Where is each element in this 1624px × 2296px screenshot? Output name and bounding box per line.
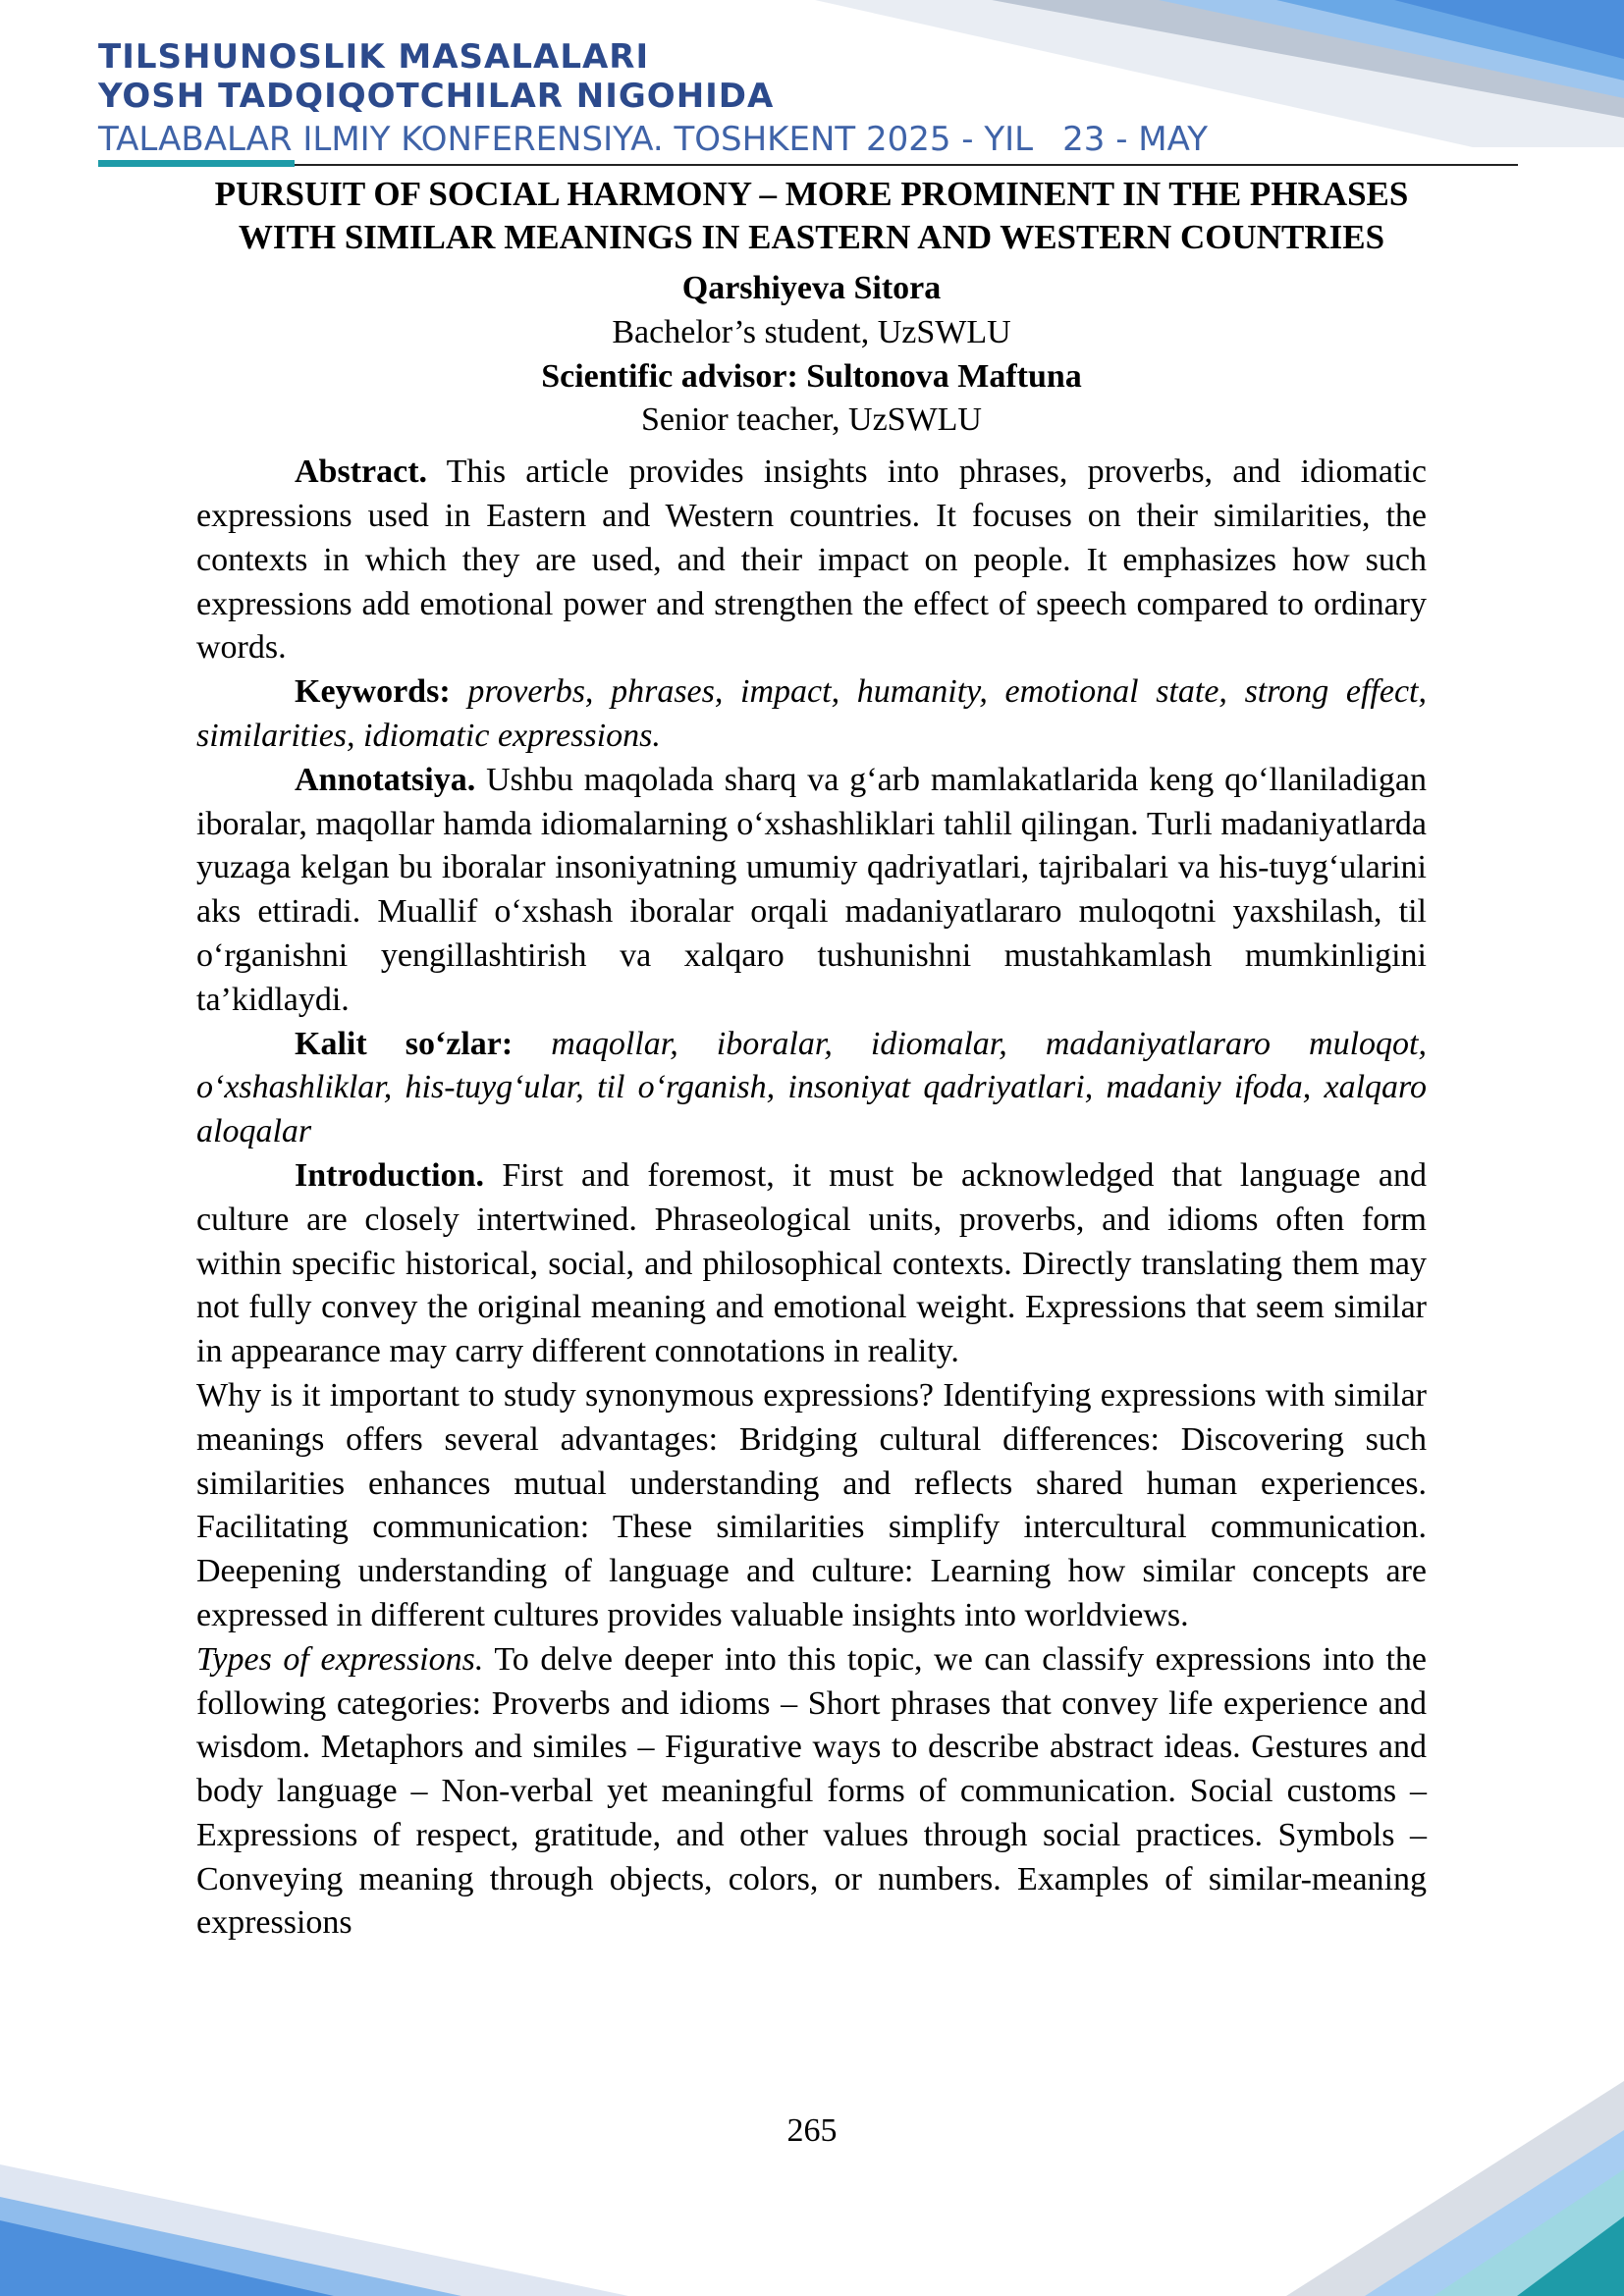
keywords-paragraph — [196, 670, 1427, 759]
header-conference-name: TALABALAR ILMIY KONFERENSIYA. TOSHKENT 2025 - YIL — [98, 120, 1034, 159]
keywords-text: proverbs, phrases, impact, humanity, emotional state, strong effect, similarities, idiomatic expressions. — [196, 673, 1427, 754]
abstract-label: Abstract. — [295, 454, 428, 491]
annotatsiya-text: Ushbu maqolada sharq va g‘arb mamlakatlarida keng qo‘llaniladigan iboralar, maqollar hamda idiomalarning o‘xshashliklari tahlil qilingan. Turli madaniyatlarda yuzaga kelgan bu iboralar insoniyatning umumiy qadriyatlari, tajribalari va his-tuyg‘ularini aks ettiradi. Muallif o‘xshash iboralar orqali madaniyatlararo muloqotni yaxshilash, til o‘rganishni yengillashtirish va xalqaro tushunishni mustahkamlash mumkinligini ta’kidlaydi. — [196, 761, 1427, 1018]
keywords-label: Keywords: — [295, 673, 451, 711]
page-number: 265 — [786, 2112, 838, 2149]
header-line-2: YOSH TADQIQOTCHILAR NIGOHIDA — [98, 77, 775, 116]
introduction-text: First and foremost, it must be acknowledged that language and culture are closely intertwined. Phraseological units, proverbs, and idioms often form within specific historical, social, and philosophical contexts. Directly translating them may not fully convey the original meaning and emotional weight. Expressions that seem similar in appearance may carry different connotations in reality. — [196, 1156, 1427, 1370]
why-paragraph: Why is it important to study synonymous expressions? Identifying expressions with similar meanings offers several advantages: Bridging cultural differences: Discovering such similarities enhances mutual understanding and reflects shared human experiences. Facilitating communication: These similarities simplify intercultural communication. Deepening understanding of language and culture: Learning how similar concepts are expressed in different cultures provides valuable insights into worldviews. — [196, 1376, 1427, 1633]
conference-header — [98, 37, 1512, 161]
abstract-paragraph — [196, 451, 1427, 670]
author-position: Bachelor’s student, UzSWLU — [612, 313, 1011, 350]
article-body — [196, 173, 1427, 1946]
header-rule-accent — [98, 160, 295, 167]
abstract-text: This article provides insights into phrases, proverbs, and idiomatic expressions used in Eastern and Western countries. It focuses on their similarities, the contexts in which they are used, and their impact on people. It emphasizes how such expressions add emotional power and strengthen the effect of speech compared to ordinary words. — [196, 454, 1427, 667]
kalit-label: Kalit so‘zlar: — [295, 1025, 514, 1062]
header-date: 23 - MAY — [1062, 120, 1208, 159]
types-paragraph — [196, 1638, 1427, 1947]
header-line-1: TILSHUNOSLIK MASALALARI — [98, 37, 650, 77]
author-name: Qarshiyeva Sitora — [681, 270, 942, 306]
author-block — [196, 267, 1427, 443]
kalit-paragraph — [196, 1023, 1427, 1154]
annotatsiya-label: Annotatsiya. — [295, 761, 476, 798]
article-title: PURSUIT OF SOCIAL HARMONY – MORE PROMINENT IN THE PHRASES WITH SIMILAR MEANINGS IN EASTERN AND WESTERN COUNTRIES — [214, 175, 1409, 256]
types-label: Types of expressions. — [196, 1640, 484, 1678]
header-rule — [98, 164, 1518, 166]
advisor-name: Scientific advisor: Sultonova Maftuna — [541, 357, 1082, 395]
kalit-text: maqollar, iboralar, idiomalar, madaniyatlararo muloqot, o‘xshashliklar, his-tuyg‘ular, til o‘rganish, insoniyat qadriyatlari, madaniy ifoda, xalqaro aloqalar — [196, 1025, 1428, 1150]
annotatsiya-paragraph — [196, 759, 1427, 1023]
advisor-position: Senior teacher, UzSWLU — [640, 401, 982, 439]
types-text: To delve deeper into this topic, we can classify expressions into the following categories: Proverbs and idioms – Short phrases that convey life experience and wisdom. Metaphors and similes – Figurative ways to describe abstract ideas. Gestures and body language – Non-verbal yet meaningful forms of communication. Social customs – Expressions of respect, gratitude, and other values through social practices. Symbols – Conveying meaning through objects, colors, or numbers. Examples of similar-meaning expressions — [196, 1640, 1427, 1942]
header-line-3 — [98, 118, 1512, 161]
introduction-paragraph — [196, 1154, 1427, 1374]
introduction-label: Introduction. — [295, 1156, 485, 1194]
